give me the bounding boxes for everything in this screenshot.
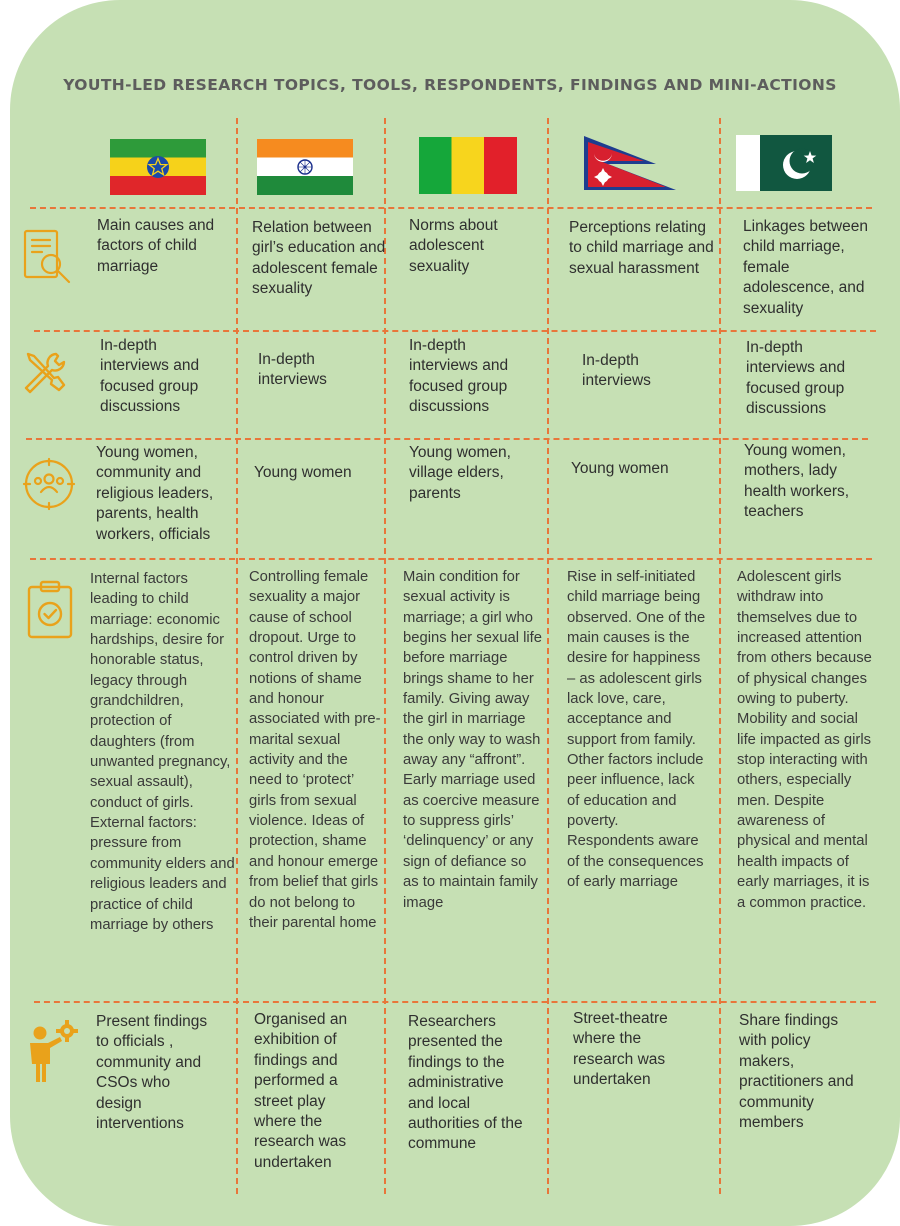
mali-flag — [419, 137, 517, 194]
page-title: YOUTH-LED RESEARCH TOPICS, TOOLS, RESPONDENTS, FINDINGS AND MINI-ACTIONS — [63, 76, 837, 94]
findings-ethiopia: Internal factors leading to child marriage: economic hardships, desire for honorable status, legacy through grandchildren, protection of daughters (from unwanted pregnancy, sexual assault), conduct of girls. External factors: pressure from community elders and religious leaders and practice of child marriage by others — [90, 571, 235, 933]
respondents-nepal: Young women — [571, 460, 669, 477]
findings-nepal: Rise in self-initiated child marriage being observed. One of the main causes is the desire for happiness – as adolescent girls lack love, care, acceptance and support from family. Other factors include peer influence, lack of education and poverty. Respondents aware of the consequences of early marriage — [567, 569, 706, 891]
row-divider — [26, 438, 868, 440]
row-divider — [34, 330, 876, 332]
column-divider — [719, 118, 721, 1194]
nepal-flag — [582, 134, 678, 192]
tool-mali: In-depth interviews and focused group discussions — [409, 337, 509, 416]
column-divider — [236, 118, 238, 1194]
row-divider — [34, 1001, 876, 1003]
tool-pakistan: In-depth interviews and focused group discussions — [746, 339, 846, 418]
column-divider — [547, 118, 549, 1194]
row-divider — [30, 207, 872, 209]
topic-pakistan: Linkages between child marriage, female adolescence, and sexuality — [743, 218, 868, 317]
findings-mali: Main condition for sexual activity is marriage; a girl who begins her sexual life before marriage brings shame to her family. Giving away the girl in marriage the only way to wash away any “affront”. Early marriage used as coercive measure to suppress girls’ ‘delinquency’ or any sign of defiance so as to maintain family image — [403, 569, 543, 911]
action-ethiopia: Present findings to officials , community and CSOs who design interventions — [96, 1013, 208, 1133]
topic-nepal: Perceptions relating to child marriage and sexual harassment — [569, 219, 714, 277]
clipboard-check-icon — [26, 580, 74, 640]
respondents-ethiopia: Young women, community and religious leaders, parents, health workers, officials — [96, 444, 214, 543]
topic-india: Relation between girl’s education and adolescent female sexuality — [252, 219, 386, 298]
respondents-pakistan: Young women, mothers, lady health workers, teachers — [744, 442, 850, 521]
topic-mali: Norms about adolescent sexuality — [409, 217, 498, 275]
findings-pakistan: Adolescent girls withdraw into themselves due to increased attention from others because of physical changes owing to puberty. Mobility and social life impacted as girls stop interacting with others, especially men. Despite awareness of physical and mental health impacts of early marriages, it is a common practice. — [737, 569, 872, 911]
respondents-icon — [22, 457, 76, 511]
research-document-icon — [22, 228, 74, 286]
topic-ethiopia: Main causes and factors of child marriage — [97, 217, 215, 275]
person-gear-icon — [26, 1018, 80, 1084]
respondents-mali: Young women, village elders, parents — [409, 444, 511, 502]
respondents-india: Young women — [254, 464, 352, 481]
row-divider — [30, 558, 872, 560]
action-mali: Researchers presented the findings to the administrative and local authorities of the commune — [408, 1013, 523, 1153]
action-india: Organised an exhibition of findings and performed a street play where the research was undertaken — [254, 1011, 348, 1171]
findings-india: Controlling female sexuality a major cause of school dropout. Urge to control driven by notions of shame and honour associated with pre-marital sexual activity and the need to ‘protect’ girls from sexual violence. Ideas of protection, shame and honour emerge from belief that girls do not belong to their parental home — [249, 569, 381, 931]
tool-ethiopia: In-depth interviews and focused group discussions — [100, 337, 200, 416]
action-nepal: Street-theatre where the research was undertaken — [573, 1010, 668, 1089]
tool-india: In-depth interviews — [258, 351, 327, 389]
action-pakistan: Share findings with policy makers, practitioners and community members — [739, 1012, 854, 1132]
ethiopia-flag — [110, 139, 206, 195]
tool-nepal: In-depth interviews — [582, 352, 651, 390]
tools-icon — [20, 348, 70, 398]
pakistan-flag — [736, 135, 832, 191]
india-flag — [257, 139, 353, 195]
